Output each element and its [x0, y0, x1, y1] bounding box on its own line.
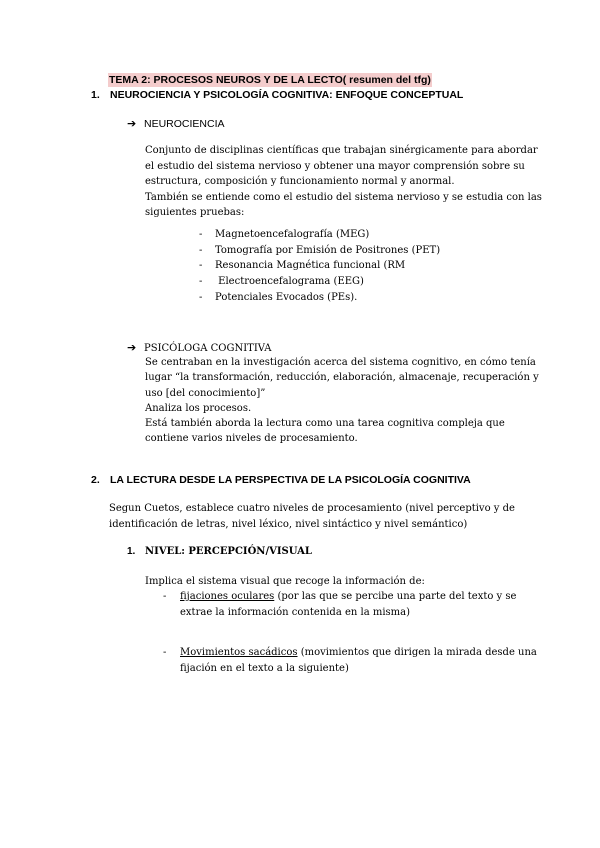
list-item-text: Electroencefalograma (EEG)	[215, 276, 364, 288]
dash-bullet-icon: -	[199, 260, 203, 272]
section-2-heading	[91, 473, 471, 487]
level-1-number: 1.	[127, 546, 136, 557]
level-1-item-1	[163, 589, 516, 620]
text-line: Está también aborda la lectura como una tarea cognitiva compleja que	[145, 418, 505, 430]
document-title: TEMA 2: PROCESOS NEUROS Y DE LA LECTO( resumen del tfg)	[109, 74, 431, 86]
text-line: Segun Cuetos, establece cuatro niveles de procesamiento (nivel perceptivo y de	[109, 503, 515, 514]
arrow-right-icon: ➔	[127, 118, 137, 130]
level-1-intro: Implica el sistema visual que recoge la información de:	[145, 576, 425, 587]
text-line: el estudio del sistema nervioso y obtener una mayor comprensión sobre su	[145, 160, 525, 172]
list-item-text: Resonancia Magnética funcional (RM	[215, 260, 406, 272]
text-line: (por las que se percibe una parte del texto y se	[274, 591, 517, 602]
list-item-text: Tomografía por Emisión de Positrones (PET)	[215, 244, 441, 256]
text-line: lugar “la transformación, reducción, elaboración, almacenaje, recuperación y	[145, 372, 539, 384]
list-item-text: Magnetoencefalografía (MEG)	[215, 229, 370, 240]
section-2-title: LA LECTURA DESDE LA PERSPECTIVA DE LA PSICOLOGÍA COGNITIVA	[110, 474, 471, 486]
section-2-intro	[109, 501, 515, 532]
list-item	[199, 227, 440, 243]
dash-bullet-icon: -	[163, 591, 167, 602]
text-line: estructura, composición y funcionamiento normal y anormal.	[145, 176, 455, 187]
text-line: (movimientos que dirigen la mirada desde una	[297, 647, 537, 658]
text-line: contiene varios niveles de procesamiento.	[145, 433, 358, 445]
text-line: Analiza los procesos.	[145, 402, 252, 414]
arrow-right-icon: ➔	[127, 342, 137, 354]
list-item	[199, 243, 440, 259]
text-line: Se centraban en la investigación acerca del sistema cognitivo, en cómo tenía	[145, 357, 536, 368]
psicologia-description	[145, 355, 539, 447]
psicologia-item	[127, 341, 272, 356]
text-line: fijación en el texto a la siguiente)	[180, 662, 349, 674]
text-line: identificación de letras, nivel léxico, nivel sintáctico y nivel semántico)	[109, 518, 468, 530]
list-item	[199, 290, 440, 306]
dash-bullet-icon: -	[199, 276, 203, 288]
neurociencia-definition	[145, 143, 542, 221]
section-1-number: 1.	[91, 89, 100, 101]
list-item	[199, 258, 440, 274]
neurociencia-item	[127, 117, 225, 131]
movimientos-term: Movimientos sacádicos	[180, 647, 298, 658]
text-line: También se entiende como el estudio del sistema nervioso y se estudia con las	[145, 191, 542, 203]
text-line: siguientes pruebas:	[145, 207, 245, 218]
section-1-heading	[91, 88, 463, 102]
neurociencia-label: NEUROCIENCIA	[144, 118, 225, 130]
text-line: Conjunto de disciplinas científicas que trabajan sinérgicamente para abordar	[145, 145, 538, 156]
section-1-title: NEUROCIENCIA Y PSICOLOGÍA COGNITIVA: ENFOQUE CONCEPTUAL	[110, 89, 464, 101]
list-item	[199, 274, 440, 290]
text-line: extrae la información contenida en la misma)	[180, 606, 410, 618]
text-line: uso [del conocimiento]”	[145, 387, 266, 399]
dash-bullet-icon: -	[199, 291, 203, 303]
section-2-number: 2.	[91, 474, 100, 486]
dash-bullet-icon: -	[199, 229, 203, 240]
tests-list	[199, 227, 440, 306]
fijaciones-term: fijaciones oculares	[180, 591, 275, 602]
level-1-heading	[127, 545, 312, 559]
level-1-item-2	[163, 645, 537, 676]
list-item-text: Potenciales Evocados (PEs).	[215, 291, 358, 303]
level-1-title: NIVEL: PERCEPCIÓN/VISUAL	[145, 546, 312, 557]
dash-bullet-icon: -	[163, 647, 167, 658]
psicologia-label: PSICÓLOGA COGNITIVA	[144, 343, 272, 354]
dash-bullet-icon: -	[199, 244, 203, 256]
